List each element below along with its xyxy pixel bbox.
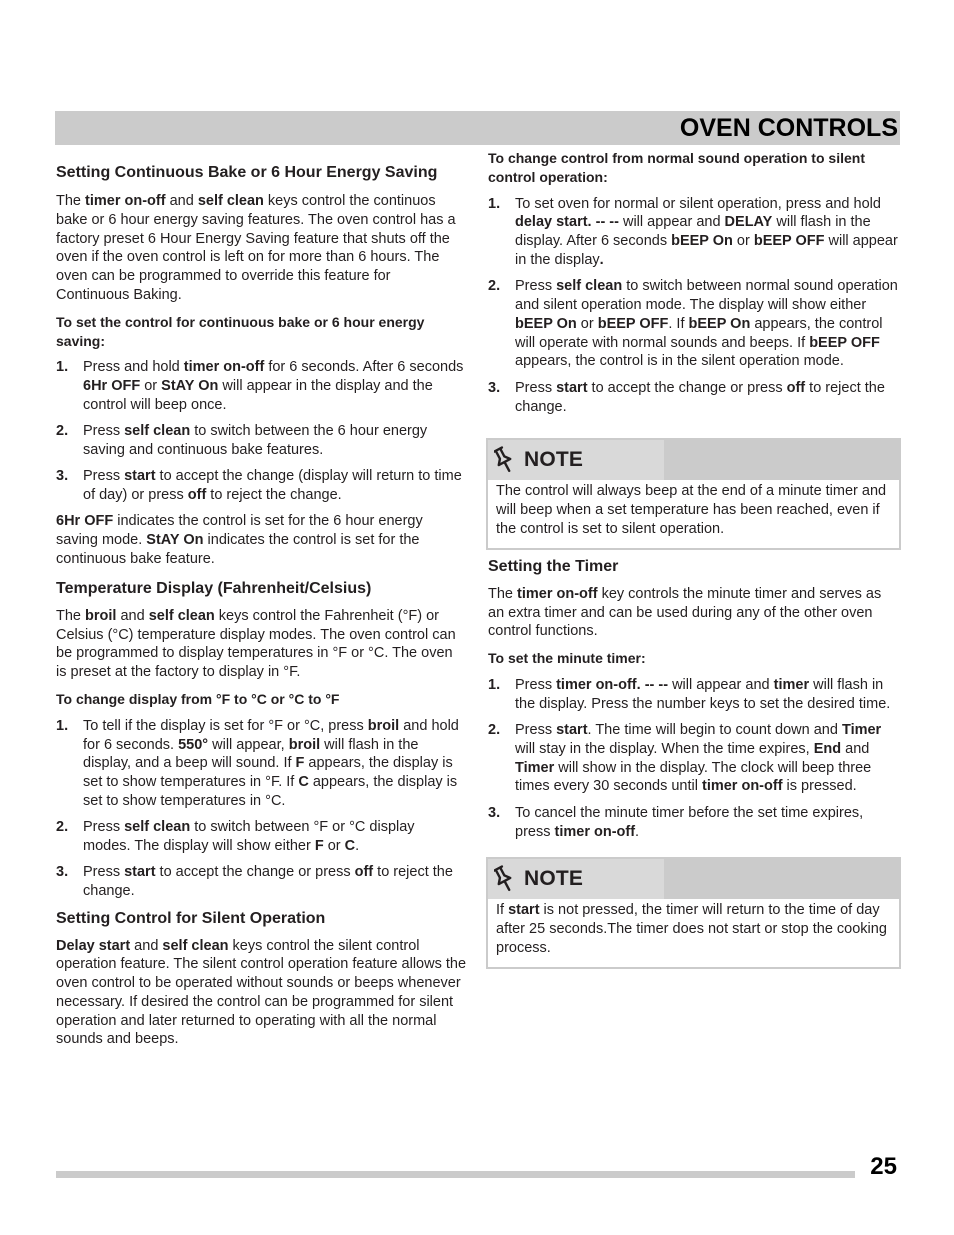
bold-term: broil (288, 736, 321, 753)
bold-term: Delay start (56, 937, 131, 954)
bold-term: 6Hr OFF (83, 378, 141, 395)
note-header (488, 440, 899, 480)
bold-term: bEEP OFF (809, 334, 880, 351)
sub-heading: To change control from normal sound operation to silent control operation: (488, 150, 865, 185)
bold-term: Timer (515, 759, 555, 776)
bold-term: . (599, 251, 604, 268)
bold-term: Timer (841, 722, 882, 739)
note-box (486, 438, 901, 549)
note-tab (488, 859, 664, 899)
bold-term: C (298, 774, 309, 791)
bold-term: delay start. (515, 214, 592, 231)
paragraph: Delay start and self clean keys control the silent control operation feature. The silent control operation feature allows the oven control to be operated without sounds or beeps whenever necessary. If desired the control can be programmed for silent operation and later returned to operating with all the normal sounds and beeps. (56, 937, 467, 1048)
bold-term: -- -- (595, 214, 619, 231)
step-item (56, 717, 466, 811)
step-number: 1. (488, 195, 501, 212)
page-title: OVEN CONTROLS (679, 114, 898, 142)
step-text: To tell if the display is set for °F or °C, press broil and hold for 6 seconds. 550° will appear, broil will flash in the display, and a beep will sound. If F appears, the display is set to show temperatures in °F. If C appears, the display is set to show temperatures in °C. (83, 717, 459, 810)
step-item (488, 195, 898, 270)
sub-heading: To set the control for continuous bake or 6 hour energy saving: (56, 313, 425, 349)
bold-term: bEEP OFF (753, 233, 825, 250)
step-item (56, 467, 466, 505)
right-column (488, 148, 898, 969)
bold-term: start (556, 722, 588, 739)
step-item (488, 676, 898, 714)
step-item (56, 863, 466, 901)
step-number: 2. (56, 423, 69, 440)
section-heading: Temperature Display (Fahrenheit/Celsius) (56, 579, 372, 597)
left-column (56, 148, 466, 1049)
step-number: 3. (56, 468, 69, 485)
step-list (488, 676, 898, 841)
bold-term: F (295, 755, 305, 772)
step-number: 3. (488, 379, 501, 396)
bold-term: F (314, 838, 324, 855)
bold-term: End (813, 740, 842, 757)
step-item (488, 804, 898, 842)
step-text: Press start. The time will begin to count down and Timer will stay in the display. When the time expires, End and Timer will show in the display. The clock will beep three times every 30 seconds until timer on-off is pressed. (515, 722, 882, 795)
step-text: Press self clean to switch between normal sound operation and silent operation mode. The display will show either bEEP On or bEEP OFF. If bEEP On appears, the control will operate with normal sounds and beeps. If bEEP OFF appears, the control is in the silent operation mode. (515, 278, 898, 370)
section-heading: Setting Continuous Bake or 6 Hour Energy Saving (56, 164, 438, 181)
paragraph: The timer on-off and self clean keys control the continuos bake or 6 hour energy saving features. The oven control has a factory preset 6 Hour Energy Saving feature that shuts off the oven if the oven control is left on for more than 6 hours. The oven can be programmed to override this feature for Continuous Baking. (56, 193, 456, 303)
paragraph: The timer on-off key controls the minute timer and serves as an extra timer and can be used during any of the other oven control functions. (488, 585, 882, 640)
paragraph: 6Hr OFF indicates the control is set for the 6 hour energy saving mode. StAY On indicates the control is set for the continuous bake feature. (56, 513, 423, 568)
footer-bar (56, 1171, 855, 1178)
note-tab (488, 440, 664, 480)
bold-term: bEEP On (688, 315, 751, 332)
paragraph: The broil and self clean keys control the Fahrenheit (°F) or Celsius (°C) temperature display modes. The oven control can be programmed to display temperatures in °F or °C. The oven is preset at the factory to display in °F. (56, 607, 456, 681)
step-text: To cancel the minute timer before the set time expires, press timer on-off. (515, 804, 864, 840)
bold-term: start (556, 379, 588, 396)
bold-term: StAY On (146, 532, 204, 549)
sub-heading: To set the minute timer: (488, 650, 646, 667)
bold-term: StAY On (161, 378, 219, 395)
step-number: 3. (56, 864, 69, 881)
bold-term: broil (85, 607, 117, 624)
bold-term: bEEP On (671, 233, 733, 250)
step-item (488, 721, 898, 796)
step-text: Press timer on-off. -- -- will appear and timer will flash in the display. Press the number keys to set the desired time. (515, 676, 891, 712)
step-number: 1. (56, 359, 69, 376)
bold-term: 550° (178, 736, 209, 753)
step-number: 2. (56, 819, 69, 836)
step-item (488, 379, 898, 417)
note-text: If start is not pressed, the timer will return to the time of day after 25 seconds.The timer does not start or stop the cooking process. (496, 902, 887, 956)
bold-term: start (124, 864, 156, 881)
bold-term: timer on-off. -- -- (556, 676, 669, 693)
note-label: NOTE (524, 448, 584, 472)
bold-term: self clean (162, 937, 229, 954)
bold-term: off (786, 379, 806, 396)
bold-term: broil (367, 717, 400, 734)
step-list (56, 358, 466, 505)
bold-term: off (354, 864, 374, 881)
page-number: 25 (870, 1153, 897, 1180)
header-bar (55, 111, 900, 145)
pushpin-icon (494, 446, 516, 474)
bold-term: self clean (197, 193, 264, 209)
bold-term: bEEP OFF (597, 315, 669, 332)
step-item (488, 277, 898, 371)
step-number: 3. (488, 804, 501, 821)
note-box (486, 857, 901, 968)
step-number: 1. (56, 717, 69, 734)
step-text: To set oven for normal or silent operation, press and hold delay start. -- -- will appear and DELAY will flash in the display. After 6 seconds bEEP On or bEEP OFF will appear in the display. (515, 195, 898, 268)
note-header (488, 859, 899, 899)
bold-term: self clean (556, 278, 623, 295)
bold-term: start (508, 902, 540, 919)
bold-term: start (124, 468, 156, 485)
bold-term: off (187, 487, 207, 504)
bold-term: timer on-off (554, 823, 636, 840)
bold-term: self clean (148, 607, 215, 624)
bold-term: self clean (124, 819, 191, 836)
section-heading: Setting Control for Silent Operation (56, 909, 326, 927)
bold-term: self clean (124, 423, 191, 440)
bold-term: timer on-off (183, 359, 265, 376)
note-label: NOTE (524, 867, 584, 891)
bold-term: timer on-off (85, 193, 166, 209)
bold-term: timer on-off (701, 778, 783, 795)
step-text: Press start to accept the change or press off to reject the change. (515, 379, 885, 415)
step-number: 2. (488, 278, 501, 295)
bold-term: timer (773, 676, 810, 693)
note-text: The control will always beep at the end of a minute timer and will beep when a set temperature has been reached, even if the control is set to silent operation. (496, 483, 887, 537)
step-list (488, 195, 898, 417)
step-text: Press self clean to switch between the 6 hour energy saving and continuous bake features. (83, 423, 428, 459)
step-item (56, 422, 466, 460)
step-list (56, 717, 466, 901)
bold-term: C (344, 838, 356, 855)
bold-term: bEEP On (515, 315, 577, 332)
sub-heading: To change display from °F to °C or °C to °F (56, 691, 340, 708)
step-text: Press start to accept the change or press off to reject the change. (83, 864, 453, 900)
step-item (56, 358, 466, 414)
step-text: Press start to accept the change (display will return to time of day) or press off to reject the change. (83, 468, 462, 504)
bold-term: 6Hr OFF (56, 513, 114, 530)
bold-term: timer on-off (517, 585, 598, 602)
step-number: 1. (488, 676, 501, 693)
bold-term: DELAY (724, 214, 773, 231)
step-item (56, 818, 466, 856)
step-text: Press self clean to switch between °F or °C display modes. The display will show either F or C. (83, 819, 415, 855)
step-text: Press and hold timer on-off for 6 seconds. After 6 seconds 6Hr OFF or StAY On will appear in the display and the control will beep once. (83, 359, 464, 413)
section-heading: Setting the Timer (488, 557, 619, 575)
step-number: 2. (488, 722, 501, 739)
pushpin-icon (494, 865, 516, 893)
